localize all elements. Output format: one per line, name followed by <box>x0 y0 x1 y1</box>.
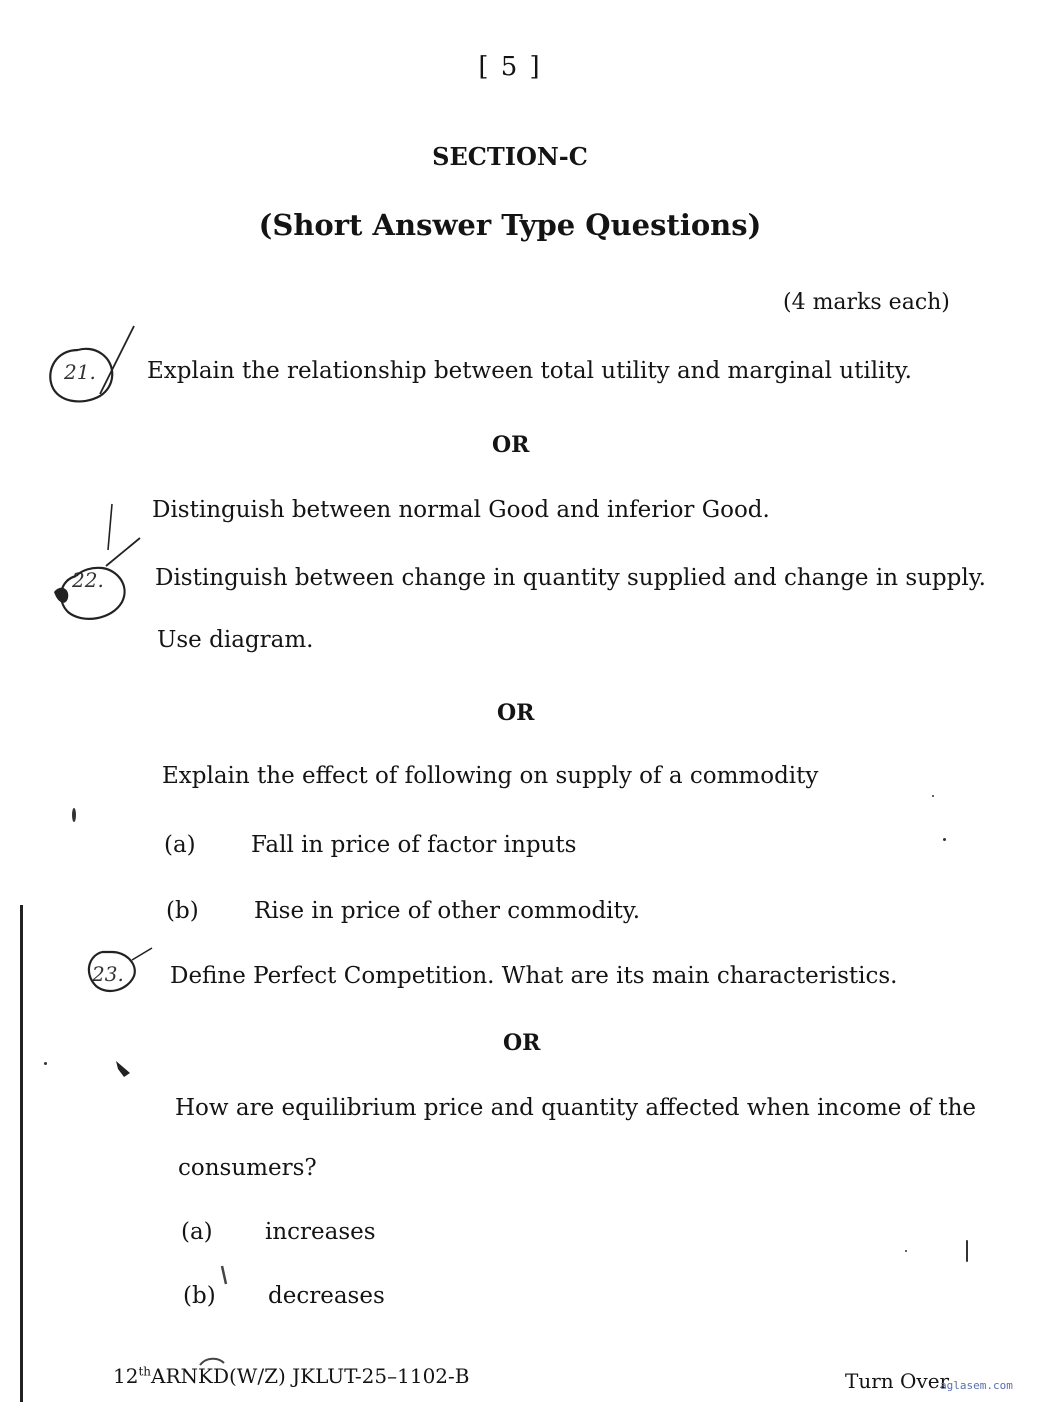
section-title: SECTION-C <box>432 142 588 171</box>
scan-speck <box>966 1240 968 1262</box>
question-21-circle-mark <box>38 320 148 420</box>
pen-smudge-mark-option <box>214 1264 234 1288</box>
scan-speck <box>44 1062 47 1065</box>
paper-code <box>113 1364 469 1388</box>
question-23-alternative-line1: How are equilibrium price and quantity affected when income of the <box>175 1095 977 1121</box>
question-21-number-handwritten: 21. <box>64 360 96 384</box>
scan-speck <box>905 1250 907 1252</box>
watermark: aglasem.com <box>940 1379 1013 1392</box>
turn-over-label: Turn Over <box>845 1369 950 1393</box>
question-22-option-a-text: Fall in price of factor inputs <box>251 832 577 858</box>
section-subtitle: (Short Answer Type Questions) <box>258 208 762 242</box>
question-23-or: OR <box>503 1030 541 1056</box>
pen-smudge-mark-footer <box>198 1355 228 1375</box>
question-21-alternative: Distinguish between normal Good and inferior Good. <box>152 497 770 523</box>
scan-edge-line <box>20 905 23 1402</box>
marks-note: (4 marks each) <box>783 290 950 315</box>
question-23-circle-mark <box>78 942 158 1002</box>
question-23-number-handwritten: 23. <box>92 962 124 986</box>
question-22-number-handwritten: 22. <box>72 568 104 592</box>
question-22-alternative: Explain the effect of following on supply of a commodity <box>162 763 819 789</box>
scan-speck <box>943 838 946 841</box>
paper-code-sup: th <box>138 1364 152 1379</box>
question-21-text: Explain the relationship between total utility and marginal utility. <box>147 358 912 384</box>
question-22-option-a-label: (a) <box>164 832 196 858</box>
pen-smudge-mark <box>110 1055 140 1085</box>
question-22-or: OR <box>497 700 535 726</box>
question-23-option-a-label: (a) <box>181 1219 213 1245</box>
scan-speck <box>72 808 76 822</box>
question-22-option-b-text: Rise in price of other commodity. <box>254 898 641 924</box>
question-22-text-line1: Distinguish between change in quantity supplied and change in supply. <box>155 565 986 591</box>
question-23-alternative-line2: consumers? <box>178 1155 317 1181</box>
scan-speck <box>932 795 934 797</box>
question-22-text-line2: Use diagram. <box>157 627 314 653</box>
question-23-option-b-label: (b) <box>183 1283 216 1309</box>
question-22-option-b-label: (b) <box>166 898 199 924</box>
paper-code-prefix: 12 <box>113 1364 139 1388</box>
question-22-circle-mark <box>46 500 146 630</box>
question-23-text: Define Perfect Competition. What are its main characteristics. <box>170 963 898 989</box>
question-21-or: OR <box>492 432 530 458</box>
question-23-option-b-text: decreases <box>268 1283 385 1309</box>
page-number: [ 5 ] <box>478 52 542 82</box>
paper-code-rest: ARNKD(W/Z) JKLUT-25–1102-B <box>151 1364 470 1388</box>
question-23-option-a-text: increases <box>265 1219 376 1245</box>
